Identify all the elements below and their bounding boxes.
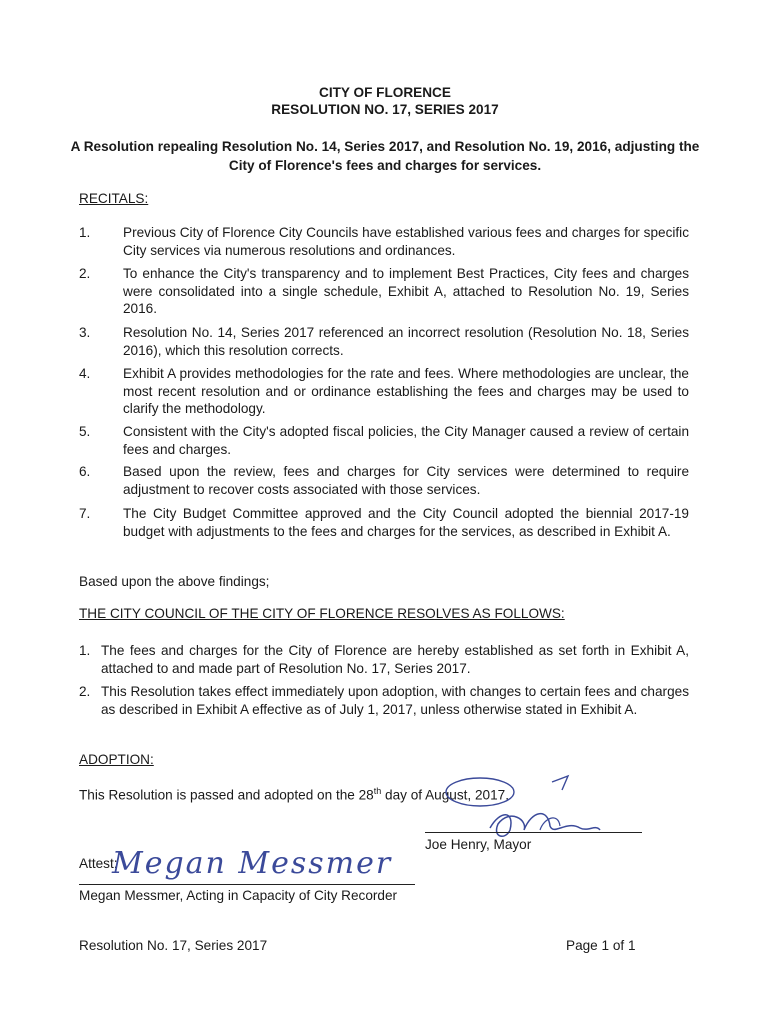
resolve-item (79, 642, 689, 677)
recital-text: The City Budget Committee approved and the City Council adopted the biennial 2017-19 budget with adjustments to the fees and charges for the services, as described in Exhibit A. (123, 506, 689, 539)
recital-item (79, 423, 689, 458)
recital-number: 1. (79, 225, 91, 240)
city-name: CITY OF FLORENCE (319, 85, 451, 100)
resolves-heading: THE CITY COUNCIL OF THE CITY OF FLORENCE RESOLVES AS FOLLOWS: (79, 606, 565, 621)
resolve-number: 1. (79, 643, 91, 658)
recital-number: 3. (79, 325, 91, 340)
resolve-text: The fees and charges for the City of Florence are hereby established as set forth in Exhibit A, attached to and made part of Resolution No. 17, Series 2017. (101, 643, 689, 676)
footer-resolution: Resolution No. 17, Series 2017 (79, 938, 268, 953)
mayor-name: Joe Henry, Mayor (425, 837, 532, 852)
recital-number: 2. (79, 266, 91, 281)
recitals-heading: RECITALS: (79, 191, 149, 206)
recital-text: Previous City of Florence City Councils have established various fees and charges for specific City services via numerous resolutions and ordinances. (123, 225, 689, 258)
recital-item (79, 505, 689, 540)
recital-number: 5. (79, 424, 91, 439)
footer-page-number: Page 1 of 1 (566, 938, 636, 953)
recital-item (79, 324, 689, 359)
resolution-number: RESOLUTION NO. 17, SERIES 2017 (271, 102, 499, 117)
recorder-signature: Megan Messmer (112, 846, 393, 881)
recital-item (79, 365, 689, 418)
adoption-heading: ADOPTION: (79, 752, 154, 767)
recital-number: 6. (79, 464, 91, 479)
recital-text: Exhibit A provides methodologies for the rate and fees. Where methodologies are unclear, the most recent resolution and or ordinance establishing the fees and charges may be used to clarify the methodology. (123, 366, 689, 416)
recital-item (79, 224, 689, 259)
recital-text: Based upon the review, fees and charges for City services were determined to require adjustment to recover costs associated with those services. (123, 464, 689, 497)
resolve-text: This Resolution takes effect immediately upon adoption, with changes to certain fees and charges as described in Exhibit A effective as of July 1, 2017, unless otherwise stated in Exhibit A. (101, 684, 689, 717)
recital-text: To enhance the City's transparency and to implement Best Practices, City fees and charges were consolidated into a single schedule, Exhibit A, attached to Resolution No. 19, Series 2016. (123, 266, 689, 316)
recital-item (79, 265, 689, 318)
recital-number: 4. (79, 366, 91, 381)
recorder-signature-line (79, 884, 415, 885)
recital-text: Consistent with the City's adopted fiscal policies, the City Manager caused a review of certain fees and charges. (123, 424, 689, 457)
attest-label: Attest: (79, 856, 118, 871)
resolve-number: 2. (79, 684, 91, 699)
recital-item (79, 463, 689, 498)
recital-text: Resolution No. 14, Series 2017 referenced an incorrect resolution (Resolution No. 18, Series 2016), which this resolution corrects. (123, 325, 689, 358)
recital-number: 7. (79, 506, 91, 521)
mayor-signature-line (425, 832, 642, 833)
adoption-statement: This Resolution is passed and adopted on the 28th day of August, 2017. (79, 786, 509, 803)
resolve-item (79, 683, 689, 718)
findings-text: Based upon the above findings; (79, 574, 270, 589)
recorder-name: Megan Messmer, Acting in Capacity of City Recorder (79, 888, 398, 903)
resolution-subtitle: A Resolution repealing Resolution No. 14, Series 2017, and Resolution No. 19, 2016, adjusting the City of Florence's fees and charges for services. (70, 139, 700, 173)
document-header (0, 84, 770, 118)
